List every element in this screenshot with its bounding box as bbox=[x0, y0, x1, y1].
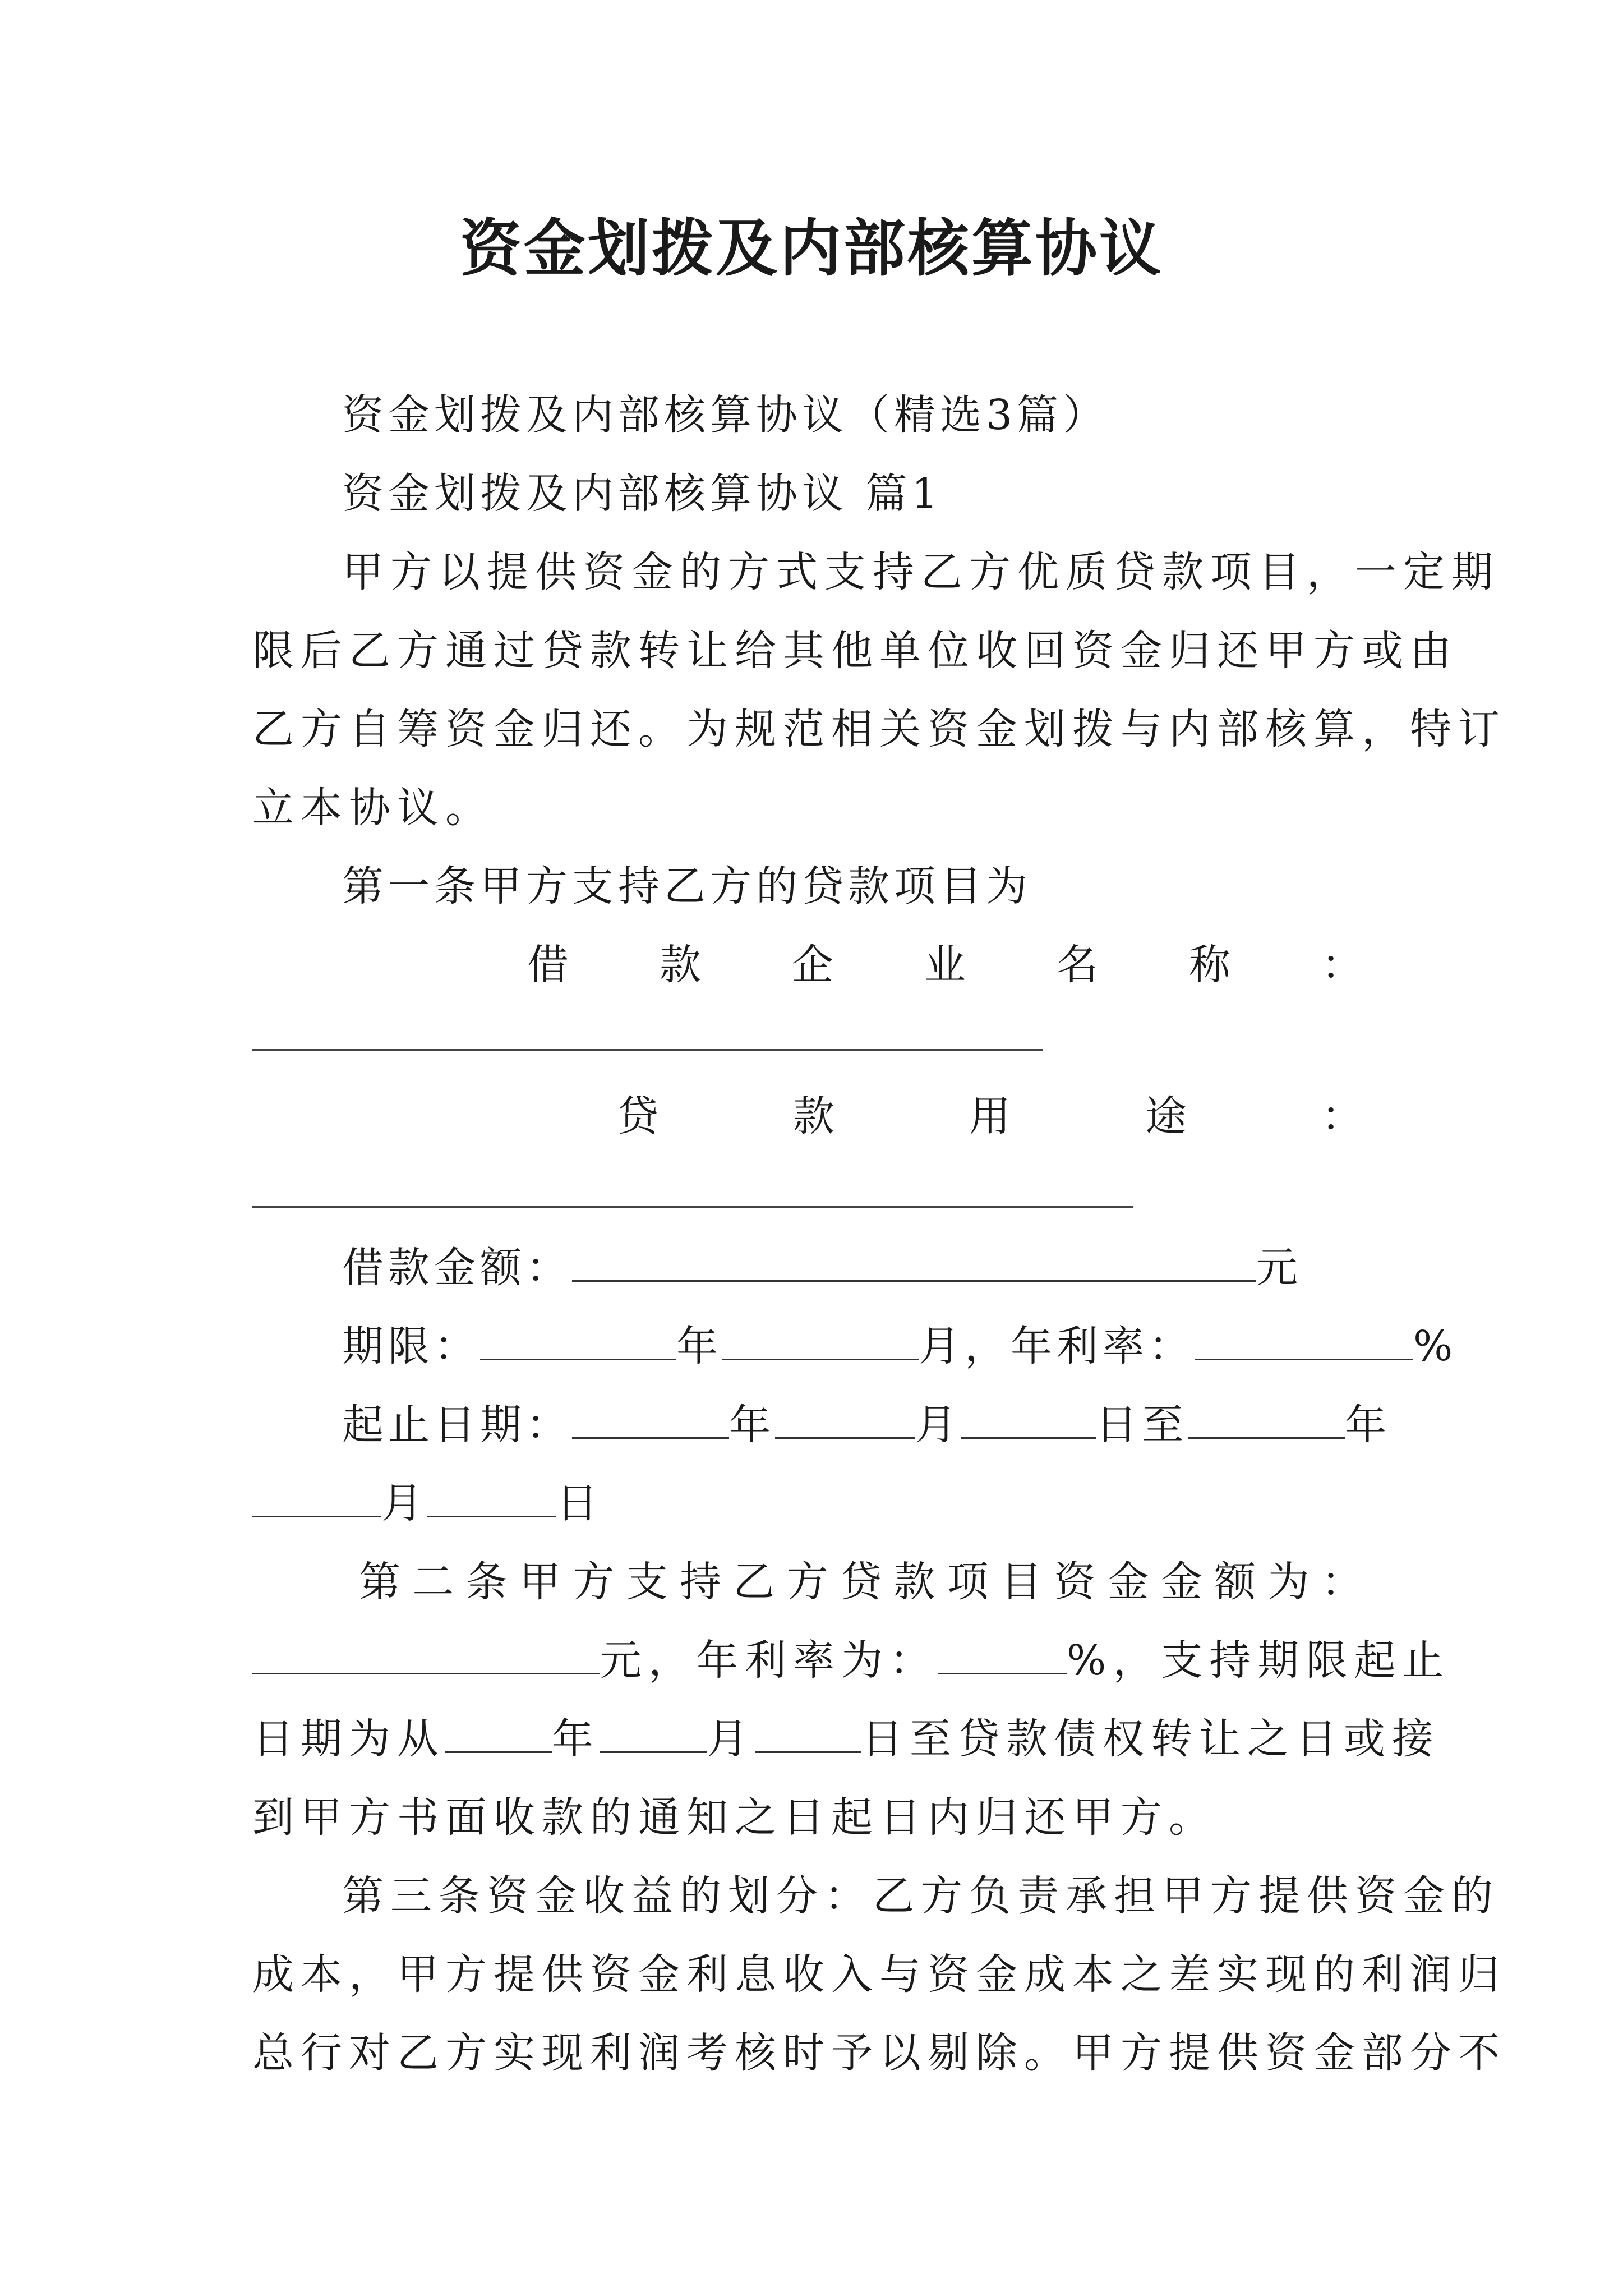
article-3-line-2: 成本，甲方提供资金利息收入与资金成本之差实现的利润归 bbox=[252, 1950, 1506, 1999]
date-range-line-cont: 月 日 bbox=[252, 1475, 602, 1531]
loan-purpose-label: 贷 款 用 途 ： bbox=[617, 1092, 1363, 1140]
section-heading-1: 资金划拨及内部核算协议 篇1 bbox=[342, 470, 943, 518]
loan-purpose-blank bbox=[252, 1206, 1133, 1208]
document-title: 资金划拨及内部核算协议 bbox=[460, 212, 1163, 284]
subtitle-collection: 资金划拨及内部核算协议（精选3篇） bbox=[342, 391, 1109, 439]
article-1: 第一条甲方支持乙方的贷款项目为 bbox=[342, 862, 1032, 910]
borrower-name-label: 借 款 企 业 名 称 ： bbox=[527, 941, 1363, 989]
intro-line-1: 甲方以提供资金的方式支持乙方优质贷款项目，一定期 bbox=[342, 548, 1500, 596]
loan-amount-line: 借款金额： 元 bbox=[342, 1240, 1302, 1296]
article-3-line-3: 总行对乙方实现利润考核时予以剔除。甲方提供资金部分不 bbox=[252, 2029, 1506, 2077]
loan-amount-blank bbox=[572, 1241, 1256, 1282]
borrower-name-blank bbox=[252, 1049, 1043, 1051]
article-2-line-4: 到甲方书面收款的通知之日起日内归还甲方。 bbox=[252, 1793, 1217, 1842]
article-2-line-3: 日期为从 年 月 日至贷款债权转让之日或接 bbox=[252, 1711, 1440, 1767]
intro-line-2: 限后乙方通过贷款转让给其他单位收回资金归还甲方或由 bbox=[252, 627, 1458, 675]
article-2-line-2: 元，年利率为： %，支持期限起止 bbox=[252, 1632, 1450, 1688]
intro-line-4: 立本协议。 bbox=[252, 784, 494, 832]
loan-term-line: 期限： 年 月，年利率： % bbox=[342, 1318, 1457, 1374]
intro-line-3: 乙方自筹资金归还。为规范相关资金划拨与内部核算，特订 bbox=[252, 705, 1506, 753]
article-3-line-1: 第三条资金收益的划分：乙方负责承担甲方提供资金的 bbox=[342, 1872, 1500, 1920]
date-range-line: 起止日期： 年 月 日至 年 bbox=[342, 1397, 1391, 1453]
article-2-line-1: 第 二 条 甲 方 支 持 乙 方 贷 款 项 目 资 金 金 额 为 ： bbox=[359, 1558, 1363, 1606]
